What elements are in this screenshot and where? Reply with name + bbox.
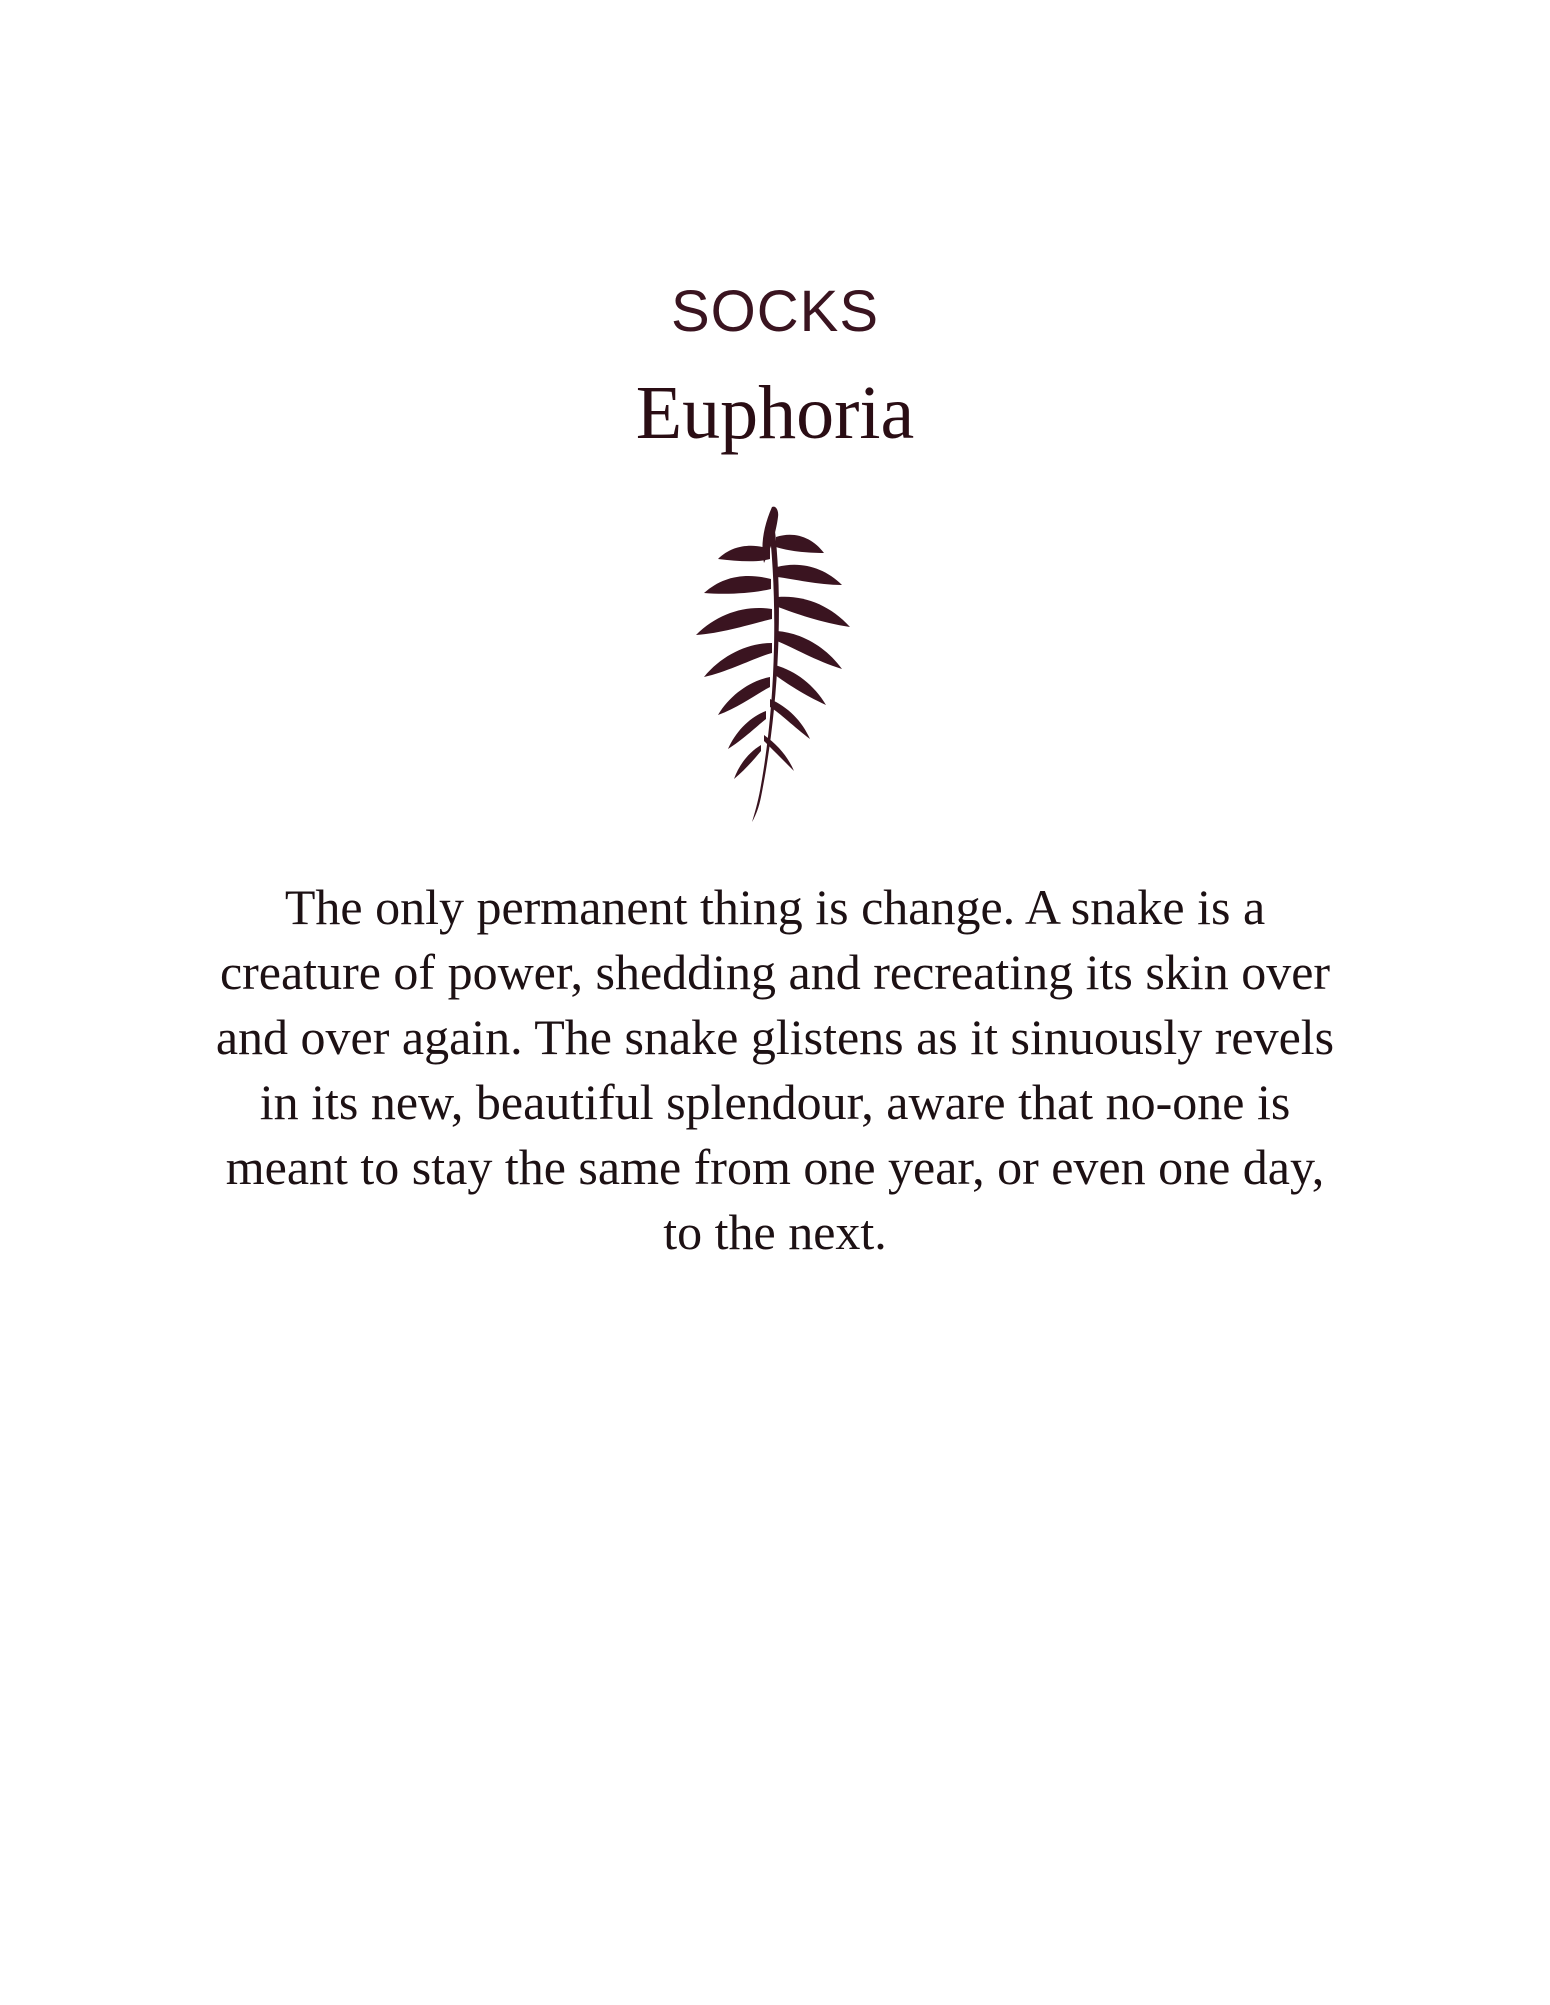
fern-leaf-icon: [0, 497, 1550, 827]
product-description: The only permanent thing is change. A snake is a creature of power, shedding and recreating its skin over and over again. The snake glistens as it sinuously revels in its new, beautiful splendour, aware that no-one is meant to stay the same from one year, or even one day, to the next.: [215, 879, 1335, 1261]
product-name: Euphoria: [635, 370, 915, 455]
product-category: SOCKS: [670, 279, 880, 344]
